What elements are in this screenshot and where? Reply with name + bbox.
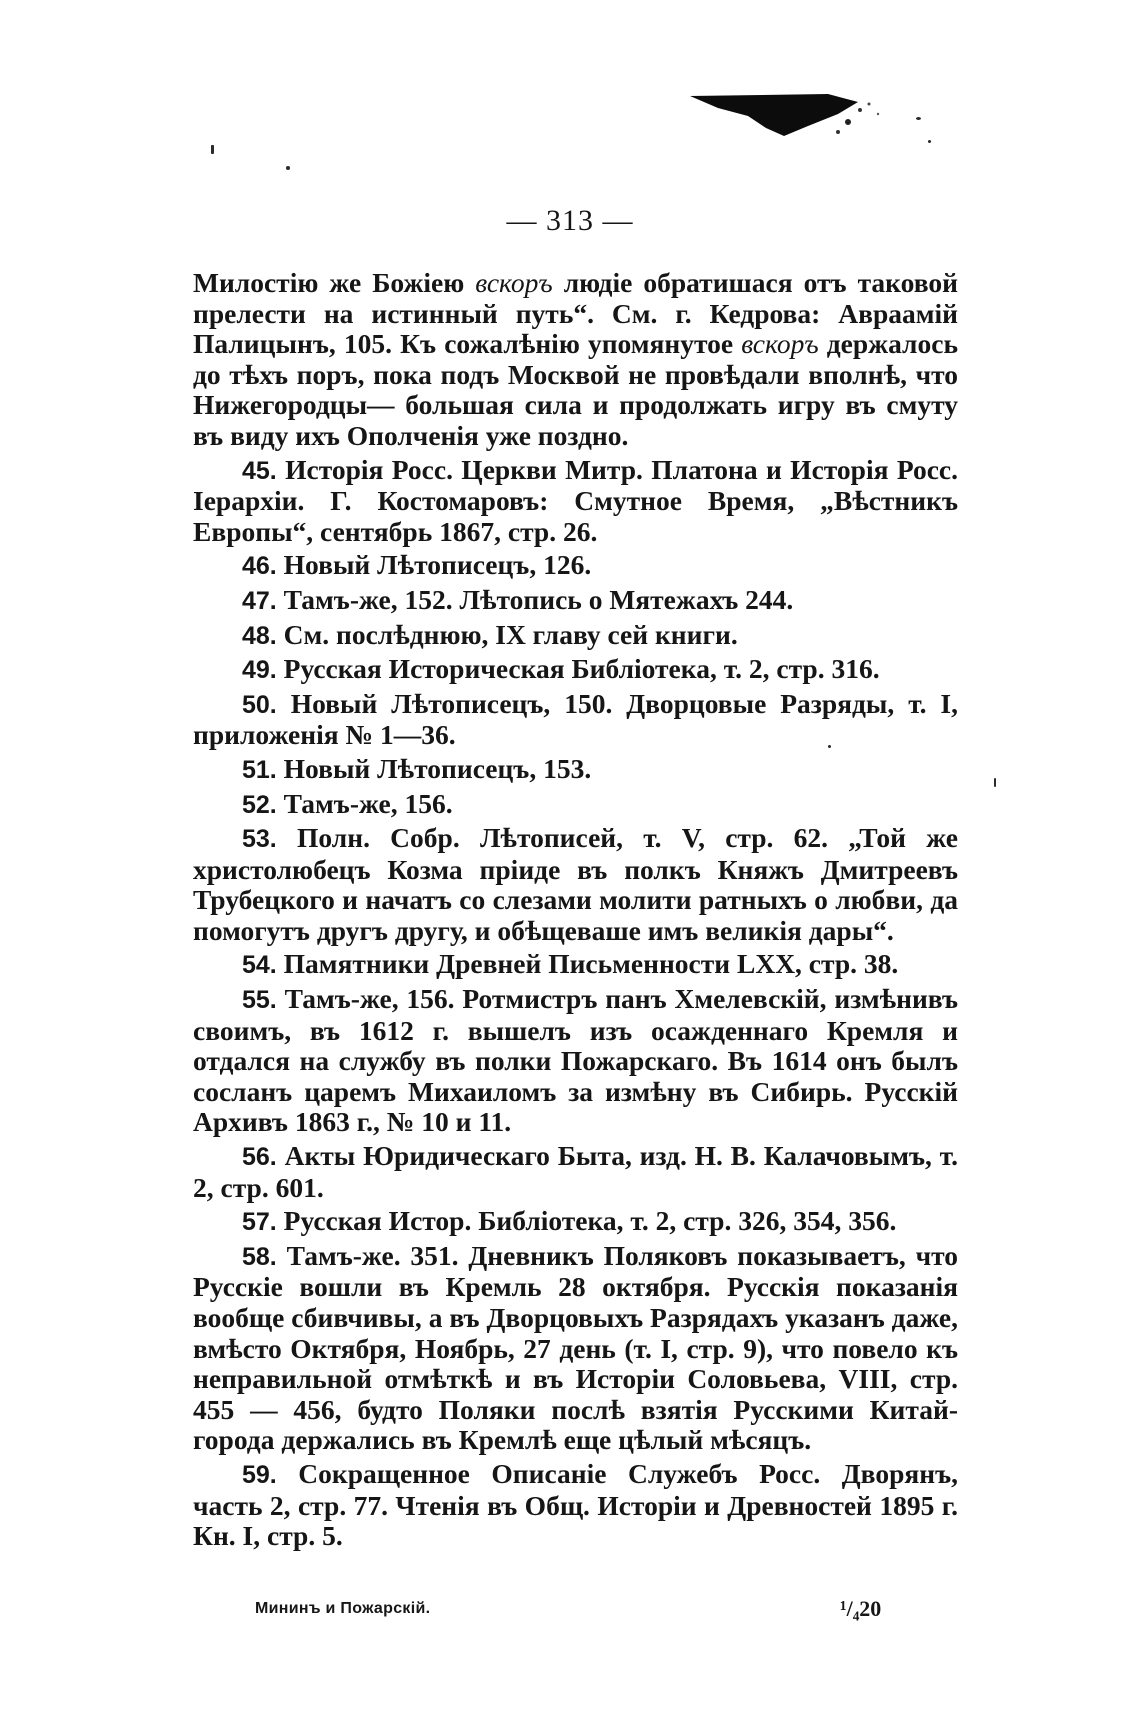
footnote-number: 56. — [242, 1143, 277, 1172]
footnote — [193, 1206, 958, 1238]
footnote-text: Памятники Древней Письменности LXX, стр. 38. — [283, 948, 899, 980]
footnote-number: 57. — [242, 1208, 277, 1237]
footnote-text: Тамъ-же, 156. Ротмистръ панъ Хмелевскій, измѣнивъ своимъ, въ 1612 г. вышелъ изъ осажденнаго Кремля и отдался на службу въ полки Пожарскаго. Въ 1614 онъ былъ сосланъ царемъ Михаиломъ за измѣну въ Сибирь. Русскій Архивъ 1863 г., № 10 и 11. — [193, 983, 958, 1138]
footnote — [193, 1141, 958, 1203]
emphasis-text: вскоръ — [741, 328, 819, 360]
emphasis-text: вскоръ — [475, 267, 553, 298]
footnote — [193, 585, 958, 617]
text-run: Милостію же Божіею — [193, 267, 476, 298]
footnote-text: Новый Лѣтописецъ, 150. Дворцовые Разряды, т. I, приложенія № 1—36. — [193, 687, 959, 751]
text-run: людіе обратишася отъ таковой прелести на истинный путь“. См. г. Кедрова: Авраамій Палицынъ, 105. Къ сожалѣнію упомянутое — [193, 267, 958, 360]
footnote-text: Новый Лѣтописецъ, 126. — [283, 549, 592, 581]
signature-mark: ¹/₄20 — [840, 1596, 882, 1621]
footnote-text: Тамъ-же, 156. — [283, 787, 453, 819]
footnote — [193, 949, 958, 981]
footnote — [193, 789, 958, 821]
footnote — [193, 984, 958, 1138]
footnote — [193, 1241, 958, 1456]
footnote-text: Новый Лѣтописецъ, 153. — [283, 752, 592, 784]
footnote-number: 47. — [242, 586, 277, 615]
footnote-number: 46. — [242, 552, 277, 581]
footnote-number: 45. — [242, 456, 277, 485]
page-footer — [0, 1598, 1140, 1628]
footnote-text: Тамъ-же. 351. Дневникъ Поляковъ показываетъ, что Русскіе вошли въ Кремль 28 октября. Русскія показанія вообще сбивчивы, а въ Дворцовыхъ Разрядахъ указанъ даже, вмѣсто Октября, Ноябрь, 27 день (т. I, стр. 9), что повело къ неправильной отмѣткѣ и въ Исторіи Соловьева, VIII, стр. 455 — 456, будто Поляки послѣ взятія Русскими Китай-города держались въ Кремлѣ еще цѣлый мѣсяцъ. — [193, 1239, 958, 1456]
footnote — [193, 1459, 958, 1552]
footnote — [193, 754, 958, 786]
footnote-text: Акты Юридическаго Быта, изд. Н. В. Калачовымъ, т. 2, стр. 601. — [193, 1140, 959, 1203]
footnote-number: 58. — [242, 1242, 277, 1271]
speck — [928, 140, 931, 143]
footnote-text: Русская Истор. Библіотека, т. 2, стр. 326, 354, 356. — [283, 1205, 897, 1237]
footnote-number: 54. — [242, 951, 277, 980]
footnote — [193, 620, 958, 652]
footnote — [193, 455, 958, 548]
footnote-number: 59. — [242, 1460, 277, 1489]
page-number: — 313 — — [506, 204, 634, 237]
footnote — [193, 654, 958, 686]
footnote-text: Русская Историческая Библіотека, т. 2, стр. 316. — [283, 653, 880, 685]
footnote-text: Тамъ-же, 152. Лѣтопись о Мятежахъ 244. — [283, 583, 794, 615]
footnote-number: 55. — [242, 986, 277, 1015]
footnote-number: 51. — [242, 755, 277, 784]
footnotes-text — [193, 268, 958, 1555]
footnote — [193, 550, 958, 582]
footnote-number: 52. — [242, 790, 277, 819]
footnote-text: Исторія Росс. Церкви Митр. Платона и Исторія Росс. Іерархіи. Г. Костомаровъ: Смутное Время, „Вѣстникъ Европы“, сентябрь 1867, стр. 26. — [193, 453, 958, 547]
speck — [916, 117, 921, 120]
text-run: держалось до тѣхъ поръ, пока подъ Москвой не провѣдали вполнѣ, что Нижегородцы— большая сила и продолжать игру въ смуту въ виду ихъ Ополченія уже поздно. — [193, 328, 958, 451]
footnote-number: 53. — [242, 825, 277, 854]
speck — [994, 778, 996, 787]
footnote — [193, 823, 958, 946]
signature-title: Мининъ и Пожарскій. — [255, 1600, 431, 1617]
footnote-number: 48. — [242, 621, 277, 650]
footnote-number: 49. — [242, 656, 277, 685]
ink-blot — [688, 92, 884, 142]
footnote-text: Сокращенное Описаніе Служебъ Росс. Дворянъ, часть 2, стр. 77. Чтенія въ Общ. Исторіи и Древностей 1895 г. Кн. I, стр. 5. — [193, 1457, 959, 1552]
footnote-text: Полн. Собр. Лѣтописей, т. V, стр. 62. „Той же христолюбецъ Козма пріиде въ полкъ Княжъ Дмитреевъ Трубецкого и начатъ со слезами молити ратныхъ о любви, да помогутъ другъ другу, и обѣщеваше имъ великія дары“. — [193, 822, 959, 946]
footnote-number: 50. — [242, 690, 277, 719]
footnote-text: См. послѣднюю, IX главу сей книги. — [283, 618, 738, 650]
footnote — [193, 689, 958, 751]
speck — [211, 145, 214, 154]
continuation-paragraph — [193, 268, 958, 452]
speck — [286, 166, 290, 170]
